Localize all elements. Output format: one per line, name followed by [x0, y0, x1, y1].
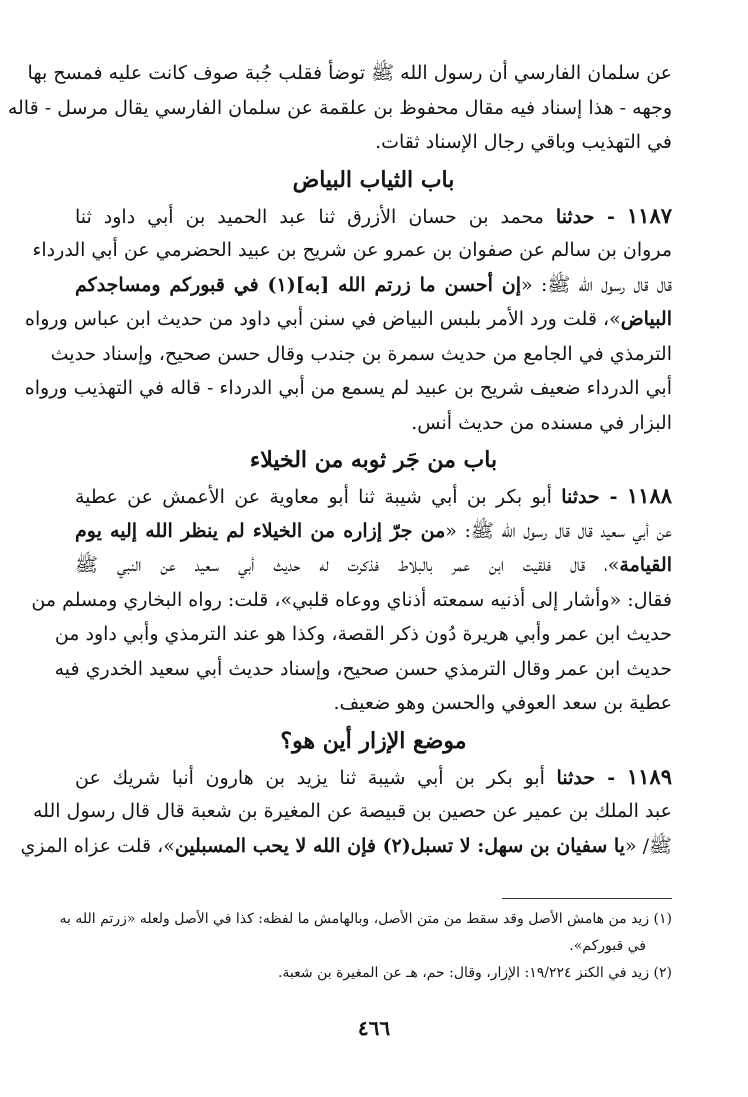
chapter-heading-white-garments: باب الثياب البياض	[292, 166, 455, 193]
hadith-quote: القيامة	[619, 554, 672, 576]
text-line: فقال: «وأشار إلى أذنيه سمعته أذناي ووعاه قلبي»، قلت: رواه البخاري ومسلم من	[31, 588, 672, 611]
footnote-2: (٢) زيد في الكنز ١٩/٢٢٤: الإزار، وقال: حم، هـ عن المغيرة بن شعبة.	[277, 965, 672, 981]
hadith-1189-line	[75, 760, 672, 795]
text-segment: أبو بكر بن أبي شيبة ثنا أبو معاوية عن الأعمش عن عطية	[75, 486, 552, 508]
hadith-number: ١١٨٨	[626, 483, 673, 508]
text-line	[75, 548, 672, 583]
text-line: عطية بن سعد العوفي والحسن وهو ضعيف.	[333, 692, 672, 714]
text-line: الترمذي في الجامع من حديث سمرة بن جندب وقال حسن صحيح، وإسناد حديث	[50, 342, 672, 365]
text-line: وجهه - هذا إسناد فيه مقال محفوظ بن علقمة عن سلمان الفارسي يقال مرسل - قاله	[7, 96, 672, 119]
hadith-keyword: - حدثنا	[556, 766, 616, 789]
text-line: مروان بن سالم عن صفوان بن عمرو عن شريح بن عبيد الحضرمي عن أبي الدرداء	[32, 239, 672, 261]
text-line: أبي الدرداء ضعيف شريح بن عبيد لم يسمع من أبي الدرداء - قاله في التهذيب ورواه	[24, 377, 672, 399]
text-segment: ﷺ/ «	[624, 834, 672, 857]
hadith-quote: إن أحسن ما زرتم الله [به](١) في قبوركم ومساجدكم	[75, 273, 522, 296]
hadith-quote: البياض	[620, 308, 672, 330]
text-line: عن سلمان الفارسي أن رسول الله ﷺ توضأ فقلب جُبة صوف كانت عليه فمسح بها	[27, 62, 672, 84]
hadith-quote: يا سفيان بن سهل: لا تسبل(٢) فإن الله لا يحب المسبلين	[174, 834, 625, 857]
hadith-1187-line	[75, 199, 672, 234]
text-line	[20, 829, 672, 864]
text-line	[75, 268, 672, 303]
text-line	[24, 302, 672, 337]
footnote-1-continuation: في قبوركم».	[569, 938, 646, 954]
text-segment: »، قلت عزاه المزي	[20, 834, 175, 857]
text-segment: عن أبي سعيد قال قال رسول الله ﷺ: «	[445, 519, 672, 542]
hadith-number: ١١٨٩	[626, 763, 672, 789]
chapter-heading-dragging-garment: باب من جَر ثوبه من الخيلاء	[249, 447, 498, 473]
hadith-quote: من جرّ إزاره من الخيلاء لم ينظر الله إليه يوم	[75, 519, 446, 542]
text-line: حديث ابن عمر وأبي هريرة دُون ذكر القصة، وكذا هو عند الترمذي وأبي داود من	[54, 623, 672, 645]
text-segment: محمد بن حسان الأزرق ثنا عبد الحميد بن أبي داود ثنا	[75, 205, 544, 228]
main-text	[7, 56, 673, 863]
text-line: عبد الملك بن عمير عن حصين بن قبيصة عن المغيرة بن شعبة قال قال رسول الله	[32, 800, 672, 822]
hadith-number: ١١٨٧	[626, 202, 673, 228]
text-line: البزار في مسنده من حديث أنس.	[411, 411, 672, 434]
text-segment: »، قلت ورد الأمر بلبس البياض في سنن أبي داود من حديث ابن عباس ورواه	[24, 308, 621, 330]
hadith-keyword: - حدثنا	[561, 486, 618, 508]
text-line: حديث ابن عمر وقال الترمذي حسن صحيح، وإسناد حديث أبي سعيد الخدري فيه	[54, 657, 672, 680]
footnote-1: (١) زيد من هامش الأصل وقد سقط من متن الأصل، وبالهامش ما لفظه: كذا في الأصل ولعله «زرتم الله به	[59, 911, 672, 927]
text-segment: قال قال رسول الله ﷺ: «	[521, 273, 672, 296]
hadith-keyword: - حدثنا	[555, 205, 615, 228]
chapter-heading-izar-position: موضع الإزار أين هو؟	[280, 727, 467, 754]
text-line: في التهذيب وباقي رجال الإسناد ثقات.	[375, 131, 672, 153]
text-segment: أبو بكر بن أبي شيبة ثنا يزيد بن هارون أنبا شريك عن	[75, 766, 545, 789]
footnote-divider	[502, 898, 672, 899]
page-number: ٤٦٦	[357, 1016, 391, 1040]
footnotes	[59, 906, 672, 987]
text-line	[75, 514, 672, 549]
text-segment: »، قال فلقيت ابن عمر بالبلاط فذكرت له حديث أبي سعيد عن النبي ﷺ	[75, 554, 620, 576]
hadith-1188-line	[75, 479, 672, 514]
